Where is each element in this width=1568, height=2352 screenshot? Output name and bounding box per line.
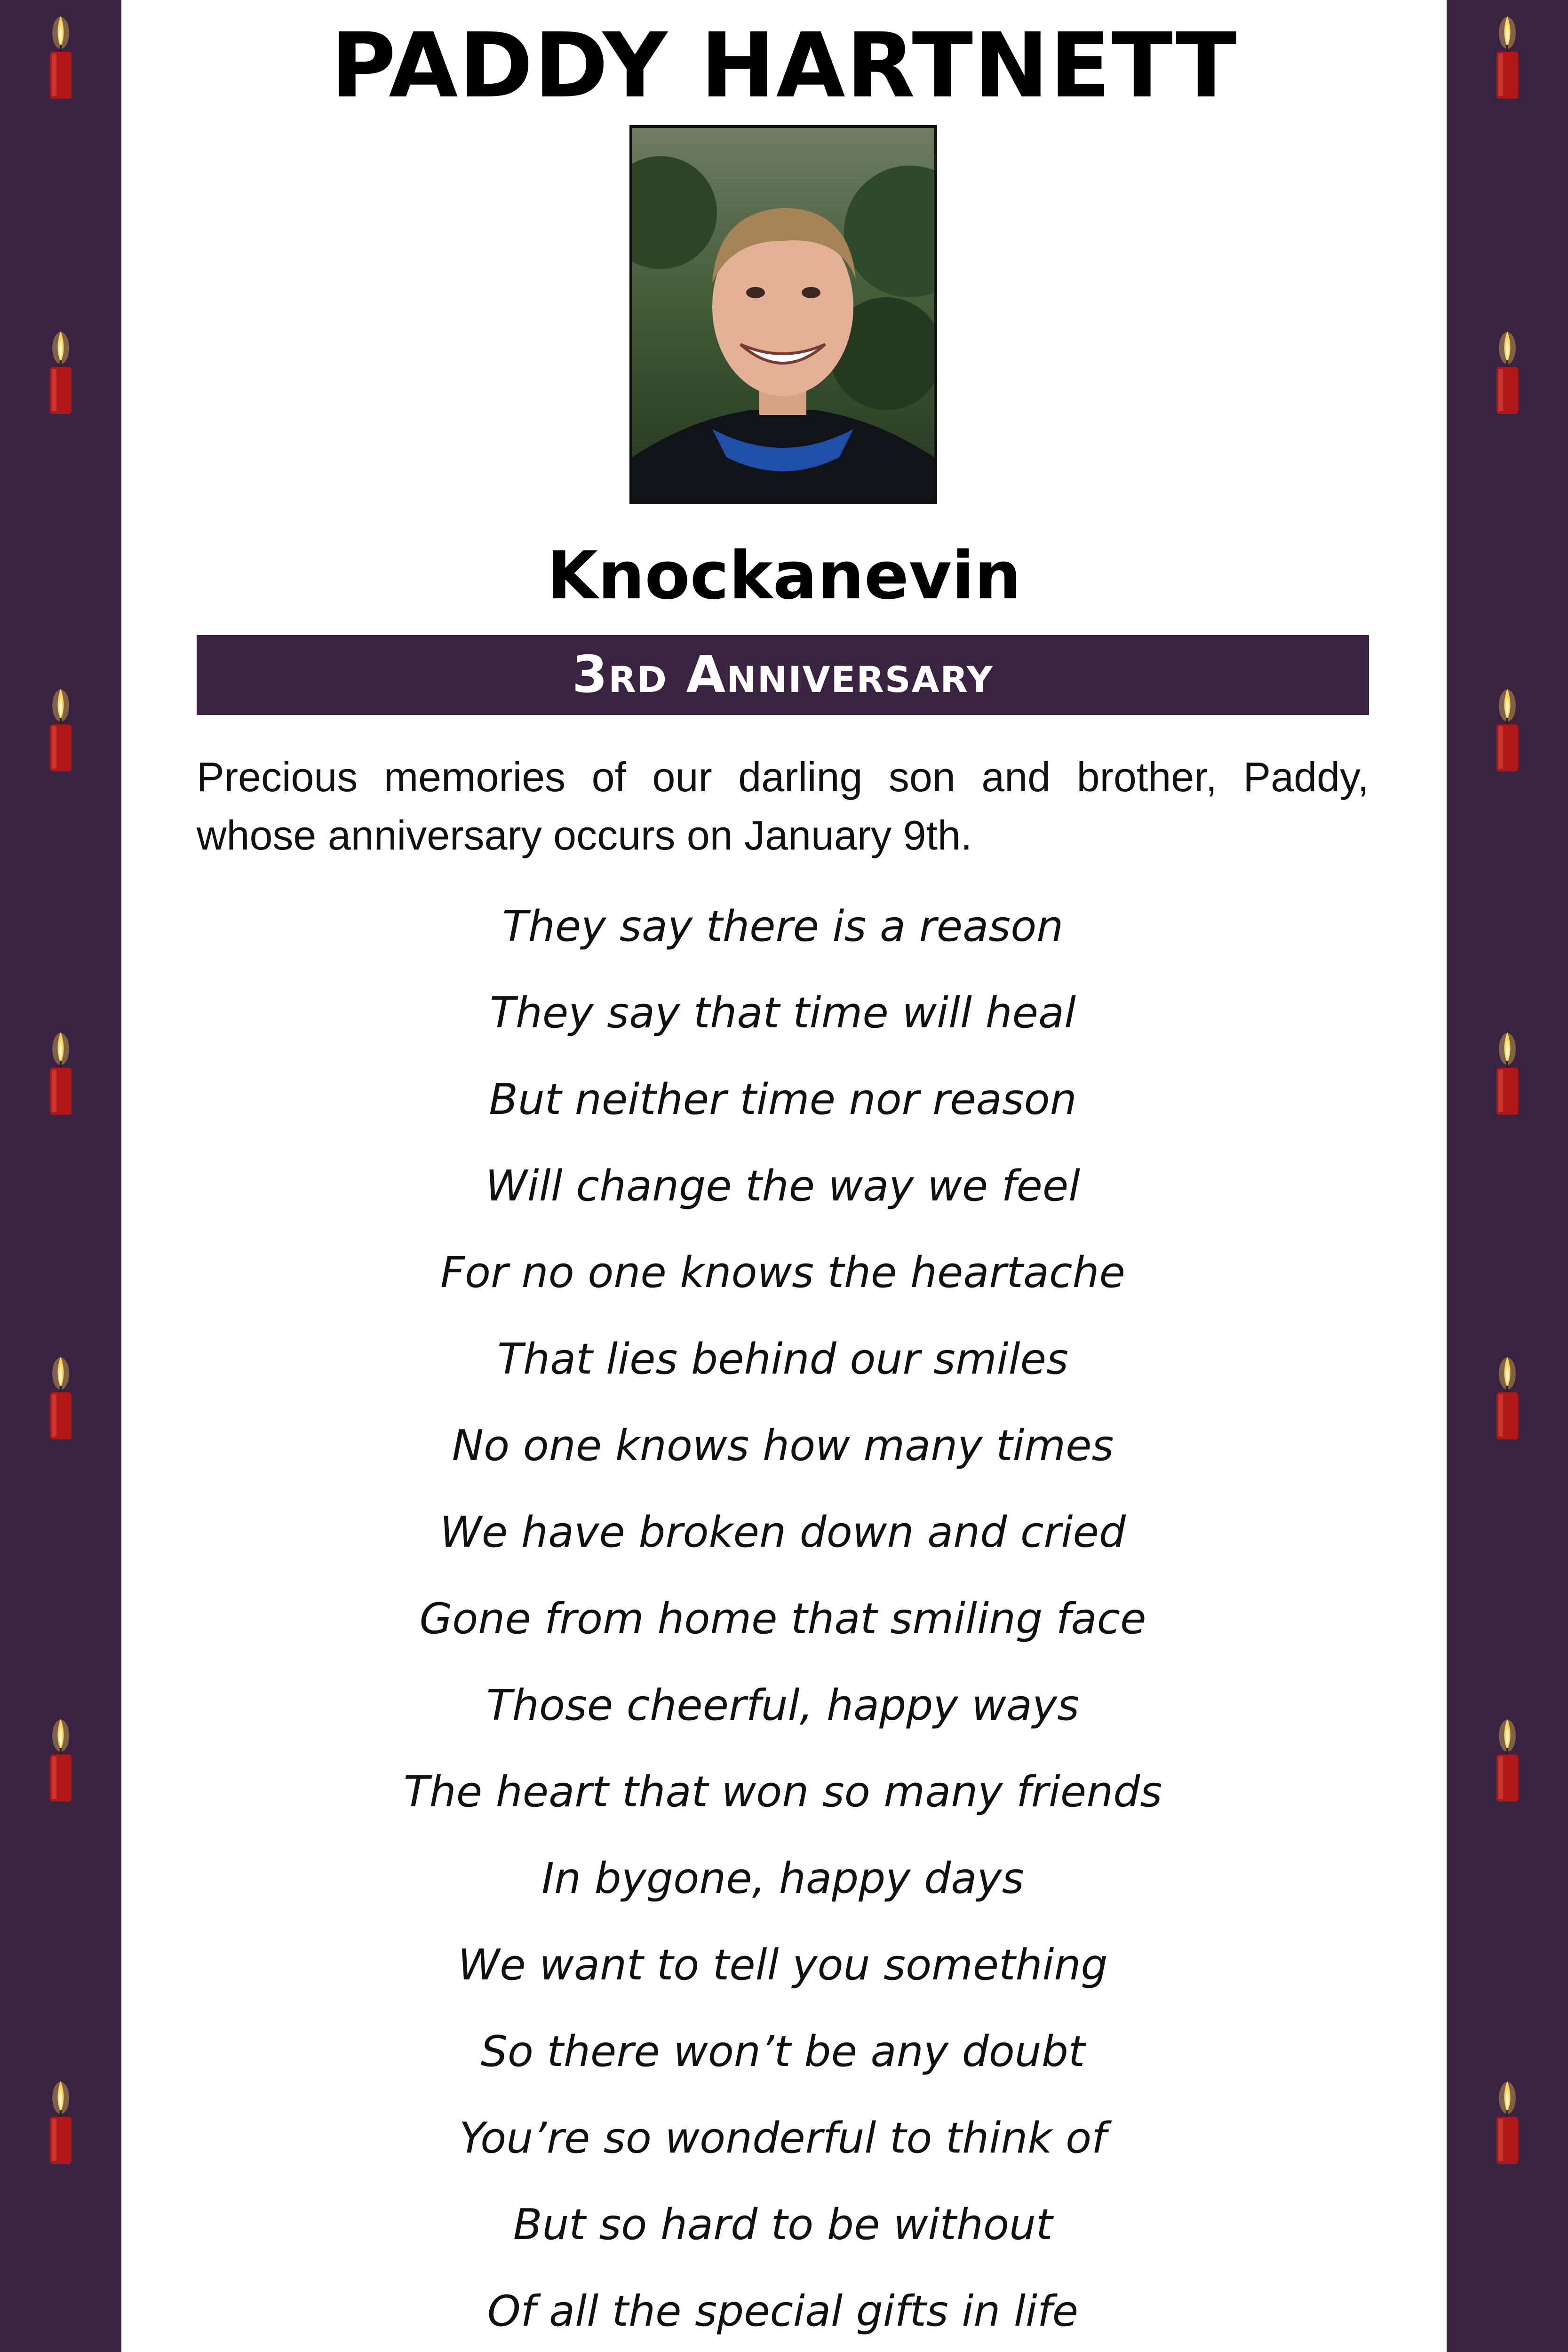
candle-icon	[1491, 1355, 1524, 1444]
anniversary-banner: 3rd Anniversary	[197, 635, 1369, 715]
candle-icon	[44, 2079, 77, 2169]
poem-line: But so hard to be without	[513, 2200, 1053, 2249]
candle-icon	[1491, 329, 1524, 419]
candle-icon	[1491, 14, 1524, 103]
poem-line: Those cheerful, happy ways	[486, 1681, 1080, 1730]
poem-line: For no one knows the heartache	[440, 1248, 1125, 1297]
portrait-photo	[629, 125, 937, 504]
location: Knockanevin	[547, 538, 1021, 614]
candle-icon	[44, 1355, 77, 1444]
intro-text: Precious memories of our darling son and brother, Paddy, whose anniversary occurs on January 9th.	[197, 754, 1369, 858]
poem-line: No one knows how many times	[452, 1421, 1114, 1470]
poem-line: They say there is a reason	[502, 902, 1064, 951]
candle-icon	[44, 329, 77, 419]
candle-icon	[1491, 687, 1524, 776]
candle-icon	[44, 687, 77, 776]
poem-line: You’re so wonderful to think of	[459, 2114, 1106, 2163]
candle-icon	[44, 1717, 77, 1806]
poem-line: Gone from home that smiling face	[419, 1594, 1146, 1644]
poem-line: The heart that won so many friends	[403, 1767, 1162, 1817]
left-candle-border	[0, 0, 121, 2352]
candle-icon	[1491, 1717, 1524, 1806]
poem-line: We have broken down and cried	[439, 1508, 1126, 1557]
candle-icon	[44, 1030, 77, 1120]
memorial-poem	[197, 894, 1369, 2352]
poem-line: But neither time nor reason	[489, 1075, 1077, 1124]
poem-line: We want to tell you something	[458, 1940, 1108, 1990]
deceased-name: PADDY HARTNETT	[330, 14, 1238, 118]
poem-line: So there won’t be any doubt	[480, 2027, 1085, 2076]
poem-line: In bygone, happy days	[541, 1854, 1024, 1903]
poem-line: That lies behind our smiles	[497, 1335, 1068, 1384]
candle-icon	[1491, 1030, 1524, 1120]
poem-line: They say that time will heal	[489, 988, 1076, 1038]
poem-line: Will change the way we feel	[485, 1161, 1081, 1211]
memorial-notice	[121, 0, 1447, 2352]
right-candle-border	[1447, 0, 1568, 2352]
candle-icon	[44, 14, 77, 103]
candle-icon	[1491, 2079, 1524, 2169]
poem-line: Of all the special gifts in life	[487, 2287, 1079, 2336]
